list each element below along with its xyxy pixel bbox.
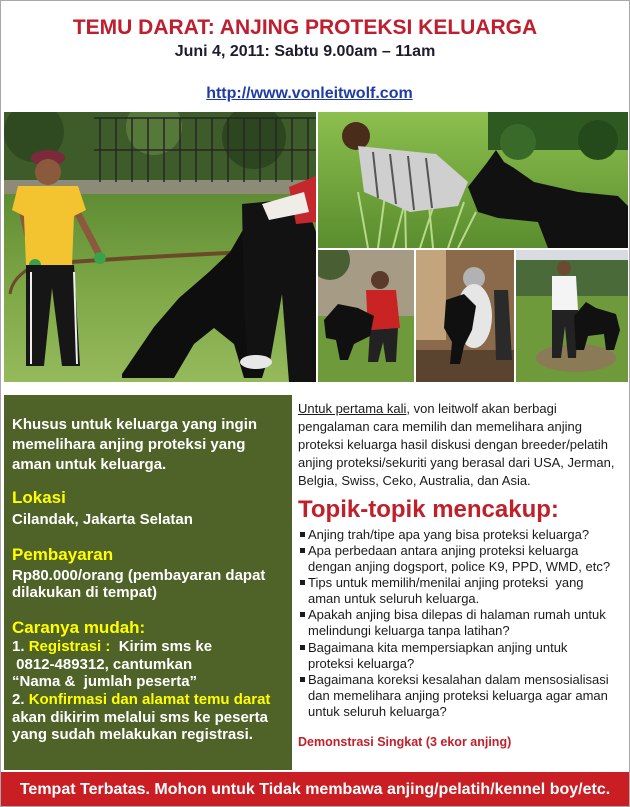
event-date: Juni 4, 2011: Sabtu 9.00am – 11am (174, 43, 436, 60)
limited-seats-banner: Tempat Terbatas. Mohon untuk Tidak membawa anjing/pelatih/kennel boy/etc. (0, 772, 630, 807)
photo1-boy-head (35, 159, 61, 185)
howto-heading: Caranya mudah: (12, 618, 146, 637)
photo1-boy-glove (94, 252, 106, 264)
topic-item: proteksi keluarga? (308, 656, 415, 671)
topic-item: Apa perbedaan antara anjing proteksi keluarga (308, 543, 579, 558)
description-lead: Untuk pertama kali (298, 401, 407, 416)
payment-text: Rp80.000/orang (pembayaran dapat (12, 567, 266, 584)
description-line (298, 400, 557, 418)
payment-text: dilakukan di tempat) (12, 584, 158, 601)
description-line: pengalaman cara memilih dan memelihara anjing (298, 419, 582, 434)
topic-item: Apakah anjing bisa dilepas di halaman rumah untuk (308, 607, 606, 622)
topic-item: Bagaimana koreksi kesalahan dalam mensosialisasi (308, 672, 609, 687)
description-line: proteksi keluarga hasil diskusi dengan breeder/pelatih (298, 437, 609, 452)
intro-line: aman untuk keluarga. (12, 456, 167, 473)
step-1-number: 1. (12, 638, 29, 655)
photo5-man-head (557, 261, 571, 275)
topic-item: Bagaimana kita mempersiapkan anjing untuk (308, 640, 568, 655)
photo5-man-shirt (552, 276, 578, 310)
step-1-label: Registrasi : (28, 638, 111, 655)
square-bullet-icon (300, 612, 305, 617)
topic-item: Anjing trah/tipe apa yang bisa proteksi keluarga? (308, 527, 590, 542)
step-2-text: akan dikirim melalui sms ke peserta (12, 709, 268, 726)
topic-item: melindungi keluarga tanpa latihan? (308, 623, 510, 638)
website-line (0, 64, 610, 104)
photo2-hedge-foliage (578, 120, 618, 160)
photo3-man-head (371, 271, 389, 289)
square-bullet-icon (300, 532, 305, 537)
topic-item: aman untuk seluruh keluarga. (308, 591, 480, 606)
description-line: Belgia, Swiss, Ceko, Australia, dan Asia. (298, 473, 531, 488)
location-text: Cilandak, Jakarta Selatan (12, 511, 193, 528)
description-line: anjing proteksi/sekuriti yang berasal dari USA, Jerman, (298, 455, 615, 470)
square-bullet-icon (300, 580, 305, 585)
topic-item: untuk seluruh keluarga? (308, 704, 447, 719)
description-lead-rest: , von leitwolf akan berbagi (406, 401, 557, 416)
photo-man-in-red-with-dog (318, 250, 414, 382)
payment-heading: Pembayaran (12, 545, 114, 564)
topic-item: Tips untuk memilih/menilai anjing proteksi yang (308, 575, 584, 590)
step-1-text: “Nama & jumlah peserta” (12, 673, 198, 690)
photo-man-with-dog-in-grass (318, 112, 628, 248)
photo4-panel (416, 250, 446, 340)
step-2-text: yang sudah melakukan registrasi. (12, 726, 253, 743)
step-1-text: Kirim sms ke (110, 638, 213, 655)
topic-item: dan memelihara anjing proteksi keluarga agar aman (308, 688, 608, 703)
website-link[interactable]: http://www.vonleitwolf.com (206, 85, 413, 102)
step-2-number: 2. (12, 691, 29, 708)
intro-line: memelihara anjing proteksi yang (12, 436, 246, 453)
topic-item: dengan anjing dogsport, police K9, PPD, WMD, etc? (308, 559, 611, 574)
flyer-title: TEMU DARAT: ANJING PROTEKSI KELUARGA (72, 16, 538, 39)
step-2 (12, 691, 270, 709)
photo-man-in-white-with-dog (516, 250, 628, 382)
square-bullet-icon (300, 645, 305, 650)
square-bullet-icon (300, 548, 305, 553)
square-bullet-icon (300, 677, 305, 682)
photo2-man-head (342, 122, 370, 150)
intro-line: Khusus untuk keluarga yang ingin (12, 416, 258, 433)
step-2-label: Konfirmasi dan alamat temu darat (28, 691, 271, 708)
photo2-hedge-foliage (500, 124, 536, 160)
info-panel (4, 395, 292, 770)
photo1-trainer-shoe (240, 355, 272, 369)
photo-boy-with-dog (4, 112, 316, 382)
photo-padded-suit-with-dog (416, 250, 514, 382)
demo-note: Demonstrasi Singkat (3 ekor anjing) (298, 735, 512, 749)
step-1 (12, 638, 212, 656)
topics-heading: Topik-topik mencakup: (298, 496, 559, 523)
location-heading: Lokasi (12, 488, 66, 507)
step-1-text: 0812-489312, cantumkan (12, 656, 193, 673)
